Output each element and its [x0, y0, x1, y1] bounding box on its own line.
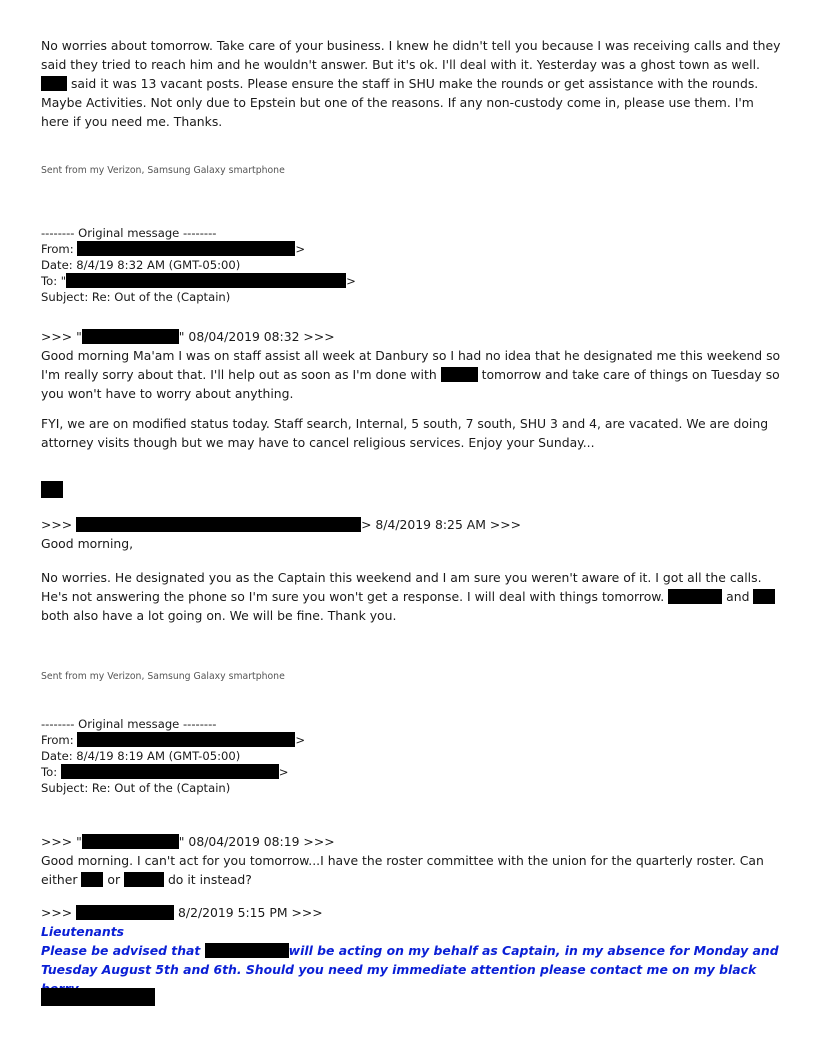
- quote-prefix: >>> ": [41, 329, 82, 344]
- redaction: [77, 241, 295, 256]
- to-line: [41, 273, 781, 289]
- fyi-paragraph: [41, 414, 781, 452]
- original-message-header-2: [41, 716, 781, 796]
- text: No worries. He designated you as the Captain this weekend and I am sure you weren't aware of it. I got all the calls. He's not answering the phone so I'm sure you won't get a response. I will deal with things tomorrow.: [41, 570, 762, 604]
- reply-paragraph-2: [41, 568, 781, 625]
- to-label: To: ": [41, 274, 67, 288]
- quote-header: [41, 903, 781, 922]
- subject-line: Subject: Re: Out of the (Captain): [41, 781, 231, 795]
- redaction: [61, 764, 279, 779]
- gt: >: [295, 733, 306, 747]
- text: or: [103, 872, 124, 887]
- date-line: Date: 8/4/19 8:32 AM (GMT-05:00): [41, 258, 241, 272]
- redaction: [753, 589, 775, 604]
- redaction: [41, 76, 67, 91]
- redaction: [81, 872, 103, 887]
- redaction: [82, 834, 179, 849]
- text: do it instead?: [164, 872, 252, 887]
- orig-label: -------- Original message --------: [41, 226, 217, 240]
- from-line: [41, 732, 781, 748]
- redaction: [41, 988, 155, 1006]
- quote-prefix: >>>: [41, 517, 77, 532]
- text: and: [722, 589, 754, 604]
- quote-suffix: 8/2/2019 5:15 PM >>>: [174, 905, 323, 920]
- text: tomorrow and take care of things on Tuesday so you won't have to worry about anything.: [41, 367, 780, 401]
- sent-from-text: Sent from my Verizon, Samsung Galaxy smartphone: [41, 165, 285, 176]
- to-label: To:: [41, 765, 61, 779]
- gt: >: [278, 765, 289, 779]
- gt: >: [346, 274, 356, 288]
- redaction: [66, 273, 346, 288]
- text: Good morning. I can't act for you tomorrow...I have the roster committee with the union for the quarterly roster. Can either: [41, 853, 764, 887]
- orig-label: -------- Original message --------: [41, 717, 217, 731]
- subject-line: Subject: Re: Out of the (Captain): [41, 290, 231, 304]
- orig-separator: [41, 716, 781, 732]
- from-line: [41, 241, 781, 257]
- redaction: [76, 905, 174, 920]
- text: will be acting on my behalf as Captain, in my absence for Monday and Tuesday August 5th and 6th. Should you need my immediate attention please contact me on my black: [41, 943, 779, 977]
- gt: >: [295, 242, 306, 256]
- text: No worries about tomorrow. Take care of your business. I knew he didn't tell you because I was receiving calls and they said they tried to reach him and he wouldn't answer. But it's ok. I'll deal with it. Yesterday was a ghost town as well.: [41, 38, 781, 72]
- quote-header: [41, 832, 781, 851]
- quote-suffix: > 8/4/2019 8:25 AM >>>: [361, 517, 522, 532]
- redaction: [441, 367, 478, 382]
- memo-heading: Lieutenants: [41, 924, 124, 939]
- orig-separator: [41, 225, 781, 241]
- redaction: [124, 872, 164, 887]
- sent-from-text: Sent from my Verizon, Samsung Galaxy smartphone: [41, 671, 285, 682]
- redaction: [41, 481, 63, 498]
- redaction: [82, 329, 179, 344]
- reply-paragraph-1: [41, 36, 781, 131]
- quote-suffix: " 08/04/2019 08:32 >>>: [178, 329, 335, 344]
- signature-1: [41, 164, 781, 177]
- from-label: From:: [41, 242, 78, 256]
- quote-suffix: " 08/04/2019 08:19 >>>: [178, 834, 335, 849]
- quoted-reply-4: [41, 903, 781, 998]
- quoted-reply-3: [41, 832, 781, 889]
- text: said it was 13 vacant posts. Please ensure the staff in SHU make the rounds or get assistance with the rounds. Maybe Activities. Not only due to Epstein but one of the reasons. If any non-custody come in, please use them. I'm here if you need me. Thanks.: [41, 76, 759, 129]
- text: Good morning Ma'am I was on staff assist all week at Danbury so I had no idea that he designated me this weekend so I'm really sorry about that. I'll help out as soon as I'm done with: [41, 348, 781, 382]
- text: both also have a lot going on. We will be fine. Thank you.: [41, 608, 397, 623]
- quote-header: [41, 515, 781, 534]
- original-message-header-1: [41, 225, 781, 305]
- greeting: Good morning,: [41, 536, 134, 551]
- to-line: [41, 764, 781, 780]
- from-label: From:: [41, 733, 78, 747]
- redaction: [205, 943, 289, 958]
- quote-prefix: >>> ": [41, 834, 82, 849]
- quoted-reply-1: [41, 327, 781, 403]
- text: FYI, we are on modified status today. Staff search, Internal, 5 south, 7 south, SHU 3 and 4, are vacated. We are doing attorney visits though but we may have to cancel religious services. Enjoy your Sunday...: [41, 416, 769, 450]
- quote-header: [41, 327, 781, 346]
- redaction: [668, 589, 722, 604]
- signature-2: [41, 670, 781, 683]
- redaction: [76, 517, 361, 532]
- quoted-reply-2: [41, 515, 781, 553]
- date-line: Date: 8/4/19 8:19 AM (GMT-05:00): [41, 749, 241, 763]
- text: Please be advised that: [41, 943, 205, 958]
- redaction: [77, 732, 295, 747]
- quote-prefix: >>>: [41, 905, 77, 920]
